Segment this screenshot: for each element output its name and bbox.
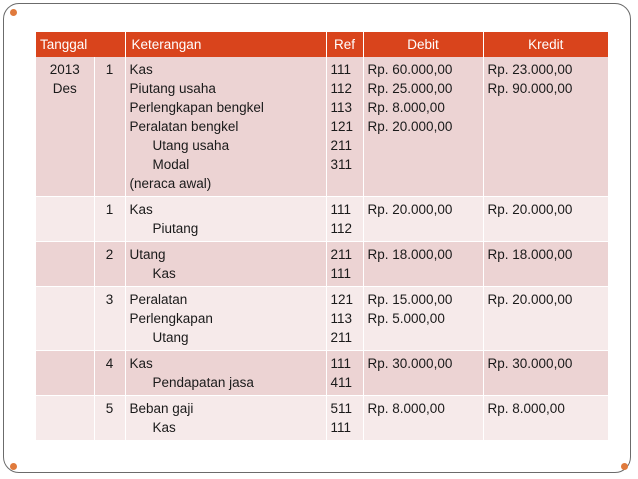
entry-day-cell [94,351,125,396]
entry-ref-cell [326,242,363,287]
kredit-amount: Rp. 20.000,00 [487,202,573,217]
entry-day-cell [94,57,125,197]
entry-day: 1 [105,62,114,77]
debit-amount: Rp. 20.000,00 [367,202,453,217]
entry-day-cell [94,287,125,351]
account-ref: 111 [330,202,352,217]
kredit-amount: Rp. 30.000,00 [487,356,573,371]
account-ref: 112 [330,81,353,96]
kredit-amount: Rp. 18.000,00 [487,247,573,262]
account-name: Kas [129,202,153,217]
journal-entry-row [36,287,608,351]
entry-debit-cell [363,197,483,242]
journal-entry-row [36,197,608,242]
account-ref: 113 [330,311,353,326]
account-name: Utang [152,330,189,345]
entry-ref-cell [326,351,363,396]
entry-ref-cell [326,57,363,197]
account-name: Modal [152,157,190,172]
account-ref: 121 [330,292,354,307]
account-ref: 211 [330,247,353,262]
account-ref: 111 [330,356,352,371]
debit-amount [368,155,479,174]
account-name: Kas [129,356,153,371]
entry-day: 5 [105,401,114,416]
entry-kredit-cell [483,396,608,441]
kredit-amount: Rp. 23.000,00 [487,62,573,77]
account-name: Kas [152,420,176,435]
account-ref: 111 [330,420,352,435]
account-name: Piutang [152,221,199,236]
debit-amount: Rp. 15.000,00 [367,292,453,307]
entry-day: 1 [105,202,114,217]
account-name: Piutang usaha [129,81,216,96]
header-keterangan: Keterangan [125,32,326,57]
account-ref: 511 [330,401,353,416]
account-name: Kas [129,62,153,77]
entry-date-cell [36,57,94,197]
journal-body [36,57,608,441]
journal-entry-row [36,396,608,441]
account-name: (neraca awal) [129,176,212,191]
header-debit: Debit [363,32,483,57]
entry-debit-cell [363,57,483,197]
debit-amount: Rp. 8.000,00 [367,401,445,416]
account-ref: 311 [330,157,353,172]
account-name: Utang usaha [152,138,230,153]
entry-day-cell [94,242,125,287]
entry-date-cell [36,197,94,242]
entry-kredit-cell [483,287,608,351]
entry-day: 4 [105,356,114,371]
account-name: Perlengkapan bengkel [129,100,264,115]
debit-amount: Rp. 8.000,00 [367,100,445,115]
journal-entry-row [36,242,608,287]
account-name: Peralatan bengkel [129,119,239,134]
account-ref: 111 [330,266,352,281]
entry-month: Des [52,81,77,96]
debit-amount [368,373,479,392]
entry-kredit-cell [483,197,608,242]
debit-amount [368,264,479,283]
entry-date-cell [36,396,94,441]
entry-debit-cell [363,396,483,441]
header-tanggal: Tanggal [36,32,125,57]
kredit-amount: Rp. 20.000,00 [487,292,573,307]
entry-date-cell [36,287,94,351]
entry-date-cell [36,351,94,396]
entry-ref-cell [326,396,363,441]
kredit-amount: Rp. 90.000,00 [487,81,573,96]
debit-amount [368,174,479,193]
entry-ref-cell [326,197,363,242]
account-ref [331,174,359,193]
account-name: Beban gaji [129,401,194,416]
entry-description-cell [125,242,326,287]
account-ref: 111 [330,62,352,77]
corner-dot-top-left [10,9,17,16]
debit-amount [368,328,479,347]
journal-entry-row [36,351,608,396]
corner-dot-bottom-right [621,463,628,470]
entry-date-cell [36,242,94,287]
entry-description-cell [125,396,326,441]
account-name: Pendapatan jasa [152,375,254,390]
account-ref: 411 [330,375,353,390]
kredit-amount: Rp. 8.000,00 [487,401,565,416]
entry-description-cell [125,57,326,197]
entry-description-cell [125,351,326,396]
account-name: Peralatan [129,292,188,307]
account-ref: 211 [330,138,353,153]
debit-amount: Rp. 5.000,00 [367,311,445,326]
header-ref: Ref [326,32,363,57]
entry-debit-cell [363,351,483,396]
entry-kredit-cell [483,242,608,287]
debit-amount: Rp. 30.000,00 [367,356,453,371]
account-ref: 113 [330,100,353,115]
entry-debit-cell [363,287,483,351]
header-kredit: Kredit [483,32,608,57]
journal-entry-row [36,57,608,197]
entry-kredit-cell [483,351,608,396]
entry-ref-cell [326,287,363,351]
entry-day-cell [94,197,125,242]
corner-dot-bottom-left [10,463,17,470]
entry-day-cell [94,396,125,441]
debit-amount [368,219,479,238]
account-ref: 121 [330,119,354,134]
entry-description-cell [125,287,326,351]
entry-day: 3 [105,292,114,307]
header-row [36,32,608,57]
entry-day: 2 [105,247,114,262]
debit-amount [368,136,479,155]
journal-table [36,32,608,441]
account-ref: 211 [330,330,353,345]
debit-amount: Rp. 20.000,00 [367,119,453,134]
entry-kredit-cell [483,57,608,197]
debit-amount: Rp. 25.000,00 [367,81,453,96]
entry-year: 2013 [49,62,80,77]
entry-description-cell [125,197,326,242]
account-name: Perlengkapan [129,311,213,326]
account-name: Kas [152,266,176,281]
debit-amount: Rp. 60.000,00 [367,62,453,77]
account-name: Utang [129,247,166,262]
debit-amount [368,418,479,437]
account-ref: 112 [330,221,353,236]
entry-debit-cell [363,242,483,287]
debit-amount: Rp. 18.000,00 [367,247,453,262]
